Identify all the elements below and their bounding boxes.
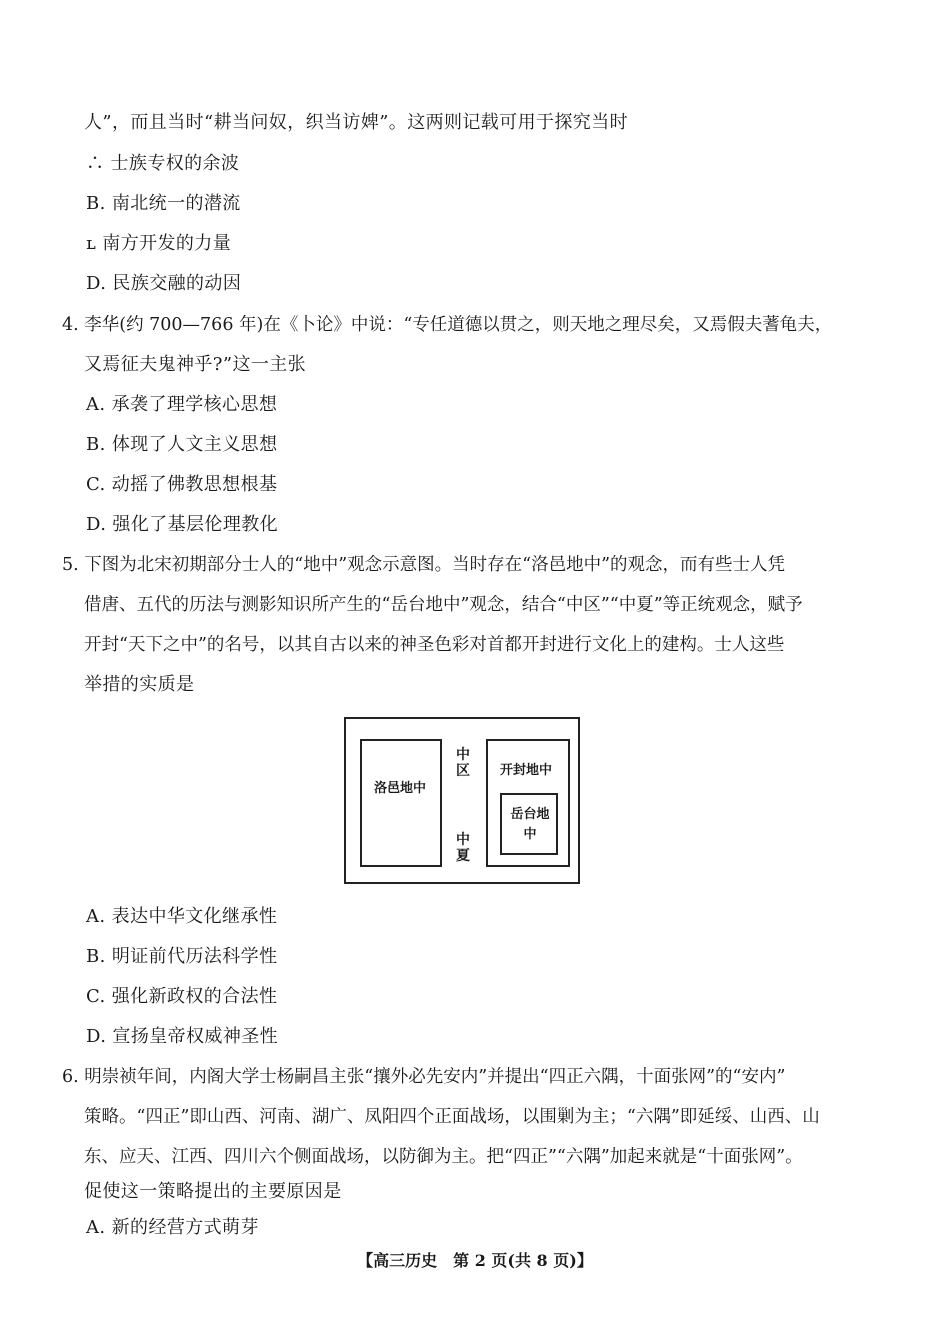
yuetai-box bbox=[500, 793, 558, 855]
question-4: 4. 李华(约 700—766 年)在《卜论》中说：“专任道德以贯之，则天地之理尽矣，又焉假夫蓍龟夫， bbox=[62, 315, 833, 335]
question-5: 5. 下图为北宋初期部分士人的“地中”观念示意图。当时存在“洛邑地中”的观念，而有些士人凭 bbox=[62, 555, 786, 575]
text-line: 又焉征夫鬼神乎?”这一主张 bbox=[84, 354, 307, 375]
option-a: A. 承袭了理学核心思想 bbox=[86, 394, 278, 415]
text-line: 借唐、五代的历法与测影知识所产生的“岳台地中”观念，结合“中区”“中夏”等正统观念，赋予 bbox=[84, 595, 803, 615]
yuetai-label: 岳台地中 bbox=[510, 807, 550, 842]
option-a: A. 新的经营方式萌芽 bbox=[86, 1217, 259, 1238]
text-line: 开封“天下之中”的名号，以其自古以来的神圣色彩对首都开封进行文化上的建构。士人这些 bbox=[84, 635, 785, 655]
option-c: C. 强化新政权的合法性 bbox=[86, 986, 278, 1007]
page-footer: 【高三历史 第 2 页(共 8 页)】 bbox=[357, 1251, 593, 1270]
option-c: ʟ 南方开发的力量 bbox=[86, 233, 232, 254]
kaifeng-box bbox=[486, 739, 570, 867]
question-6: 6. 明崇祯年间，内阁大学士杨嗣昌主张“攘外必先安内”并提出“四正六隅，十面张网”的“安内” bbox=[62, 1067, 786, 1087]
option-a: A. 表达中华文化继承性 bbox=[86, 906, 278, 927]
text-line: 策略。“四正”即山西、河南、湖广、凤阳四个正面战场，以围剿为主；“六隅”即延绥、山西、山 bbox=[84, 1107, 820, 1127]
luoyi-box bbox=[360, 739, 442, 867]
option-b: B. 明证前代历法科学性 bbox=[86, 946, 278, 967]
text-line: 促使这一策略提出的主要原因是 bbox=[84, 1181, 342, 1202]
option-d: D. 宣扬皇帝权威神圣性 bbox=[86, 1026, 279, 1047]
text-line: 举措的实质是 bbox=[84, 674, 195, 695]
option-b: B. 南北统一的潜流 bbox=[86, 193, 241, 214]
zhongxia-label: 中夏 bbox=[456, 832, 470, 864]
text-line: 人”，而且当时“耕当问奴，织当访婢”。这两则记载可用于探究当时 bbox=[84, 112, 629, 133]
luoyi-label: 洛邑地中 bbox=[374, 781, 427, 796]
option-c: C. 动摇了佛教思想根基 bbox=[86, 474, 278, 495]
zhongqu-label: 中区 bbox=[456, 747, 470, 779]
text-line: 东、应天、江西、四川六个侧面战场，以防御为主。把“四正”“六隅”加起来就是“十面张网”。 bbox=[84, 1147, 803, 1167]
diji-diagram bbox=[344, 717, 580, 884]
option-d: D. 民族交融的动因 bbox=[86, 273, 242, 294]
kaifeng-label: 开封地中 bbox=[500, 763, 553, 778]
option-b: B. 体现了人文主义思想 bbox=[86, 434, 278, 455]
option-a: ∴ 士族专权的余波 bbox=[86, 153, 240, 174]
option-d: D. 强化了基层伦理教化 bbox=[86, 514, 279, 535]
